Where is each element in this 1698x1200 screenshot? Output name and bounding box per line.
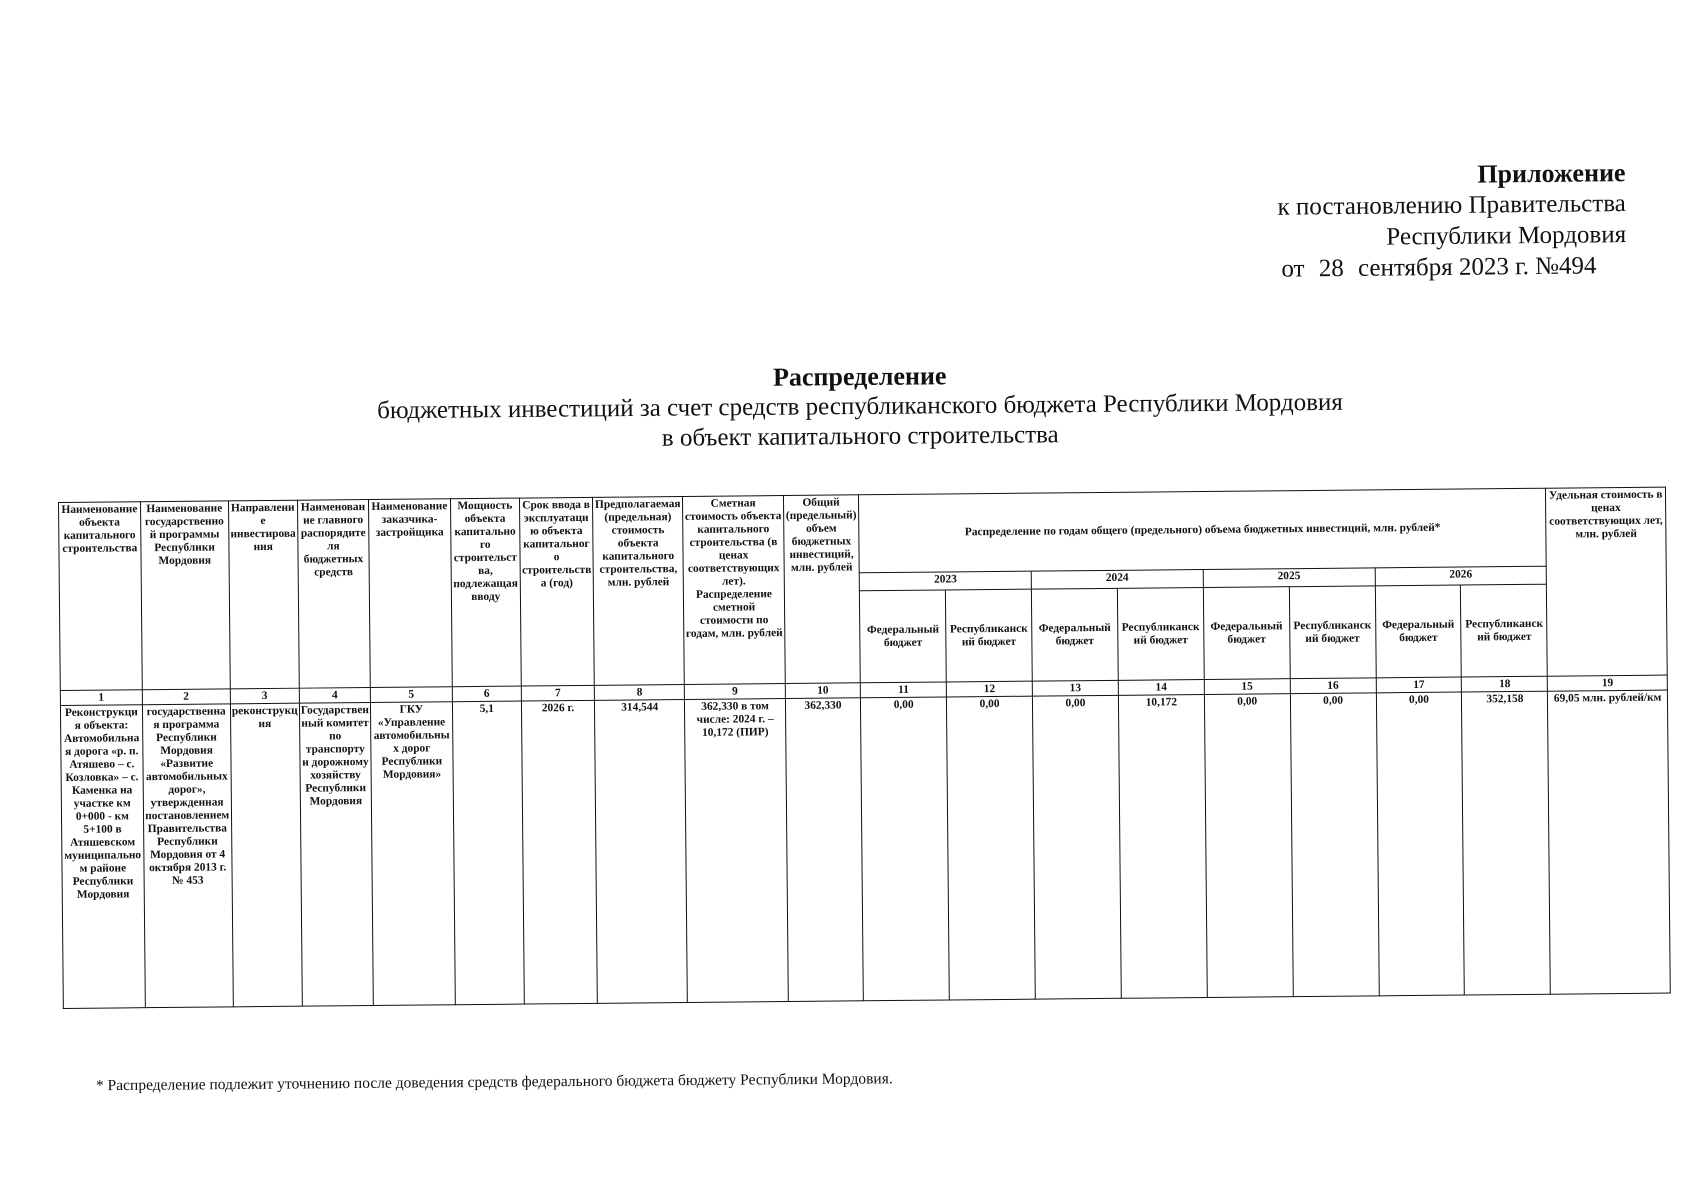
column-number: 9 <box>685 684 786 700</box>
column-number: 4 <box>299 688 370 704</box>
appendix-line-1: к постановлению Правительства <box>1277 190 1626 221</box>
appendix-line-2: Республики Мордовия <box>1386 221 1627 251</box>
column-number: 10 <box>785 683 861 699</box>
header-year-2024: 2024 <box>1031 570 1203 590</box>
column-number: 19 <box>1548 675 1668 691</box>
column-number: 17 <box>1376 677 1462 693</box>
column-number: 16 <box>1290 678 1376 694</box>
cell-object: Реконструкция объекта: Автомобильная дорога «р. п. Атяшево – с. Козловка» – с. Каменка на участке км 0+000 - км 5+100 в Атяшевском муниципальном районе Республики Мордовия <box>60 705 145 1009</box>
header-estimated-cost: Предполагаемая (предельная) стоимость объекта капитального строительства, млн. рублей <box>593 497 685 686</box>
header-republic-2025: Республиканский бюджет <box>1289 586 1376 679</box>
header-year-2023: 2023 <box>859 571 1031 591</box>
appendix-dateline <box>1066 250 1626 287</box>
cell-unit-cost: 69,05 млн. рублей/км <box>1548 690 1670 994</box>
header-distribution: Распределение по годам общего (предельного) объема бюджетных инвестиций, млн. рублей* <box>859 488 1547 573</box>
column-number: 5 <box>370 687 452 703</box>
cell-budget-cost: 362,330 в том числе: 2024 г. – 10,172 (ПИР) <box>685 699 788 1003</box>
table-row <box>60 690 1670 1008</box>
column-number: 13 <box>1032 680 1118 696</box>
column-number: 7 <box>521 685 594 701</box>
header-commissioning: Срок ввода в эксплуатацию объекта капитального строительства (год) <box>519 497 594 686</box>
date-prefix: от <box>1281 255 1305 283</box>
column-number: 18 <box>1462 676 1548 692</box>
column-number: 11 <box>861 682 947 698</box>
header-distributor: Наименование главного распорядителя бюджетных средств <box>297 500 370 689</box>
cell-customer: ГКУ «Управление автомобильных дорог Республики Мордовия» <box>370 702 455 1006</box>
cell-2023-federal: 0,00 <box>861 697 950 1001</box>
cell-program: государственная программа Республики Мордовия «Развитие автомобильных дорог», утвержденная постановлением Правительства Республики Мордовия от 4 октября 2013 г. № 453 <box>142 704 233 1008</box>
column-number: 1 <box>60 690 142 706</box>
cell-2026-republic: 352,158 <box>1462 691 1551 995</box>
investment-table <box>58 487 1671 1009</box>
header-federal-2025: Федеральный бюджет <box>1203 587 1290 680</box>
header-year-2026: 2026 <box>1375 566 1547 586</box>
cell-capacity: 5,1 <box>452 701 524 1005</box>
header-capacity: Мощность объекта капитального строительства, подлежащая вводу <box>450 498 521 687</box>
cell-2024-federal: 0,00 <box>1032 695 1121 999</box>
header-republic-2026: Республиканский бюджет <box>1461 584 1548 677</box>
header-republic-2024: Республиканский бюджет <box>1117 588 1204 681</box>
cell-estimated-cost: 314,544 <box>595 699 688 1003</box>
header-federal-2024: Федеральный бюджет <box>1031 588 1118 681</box>
column-number: 12 <box>946 681 1032 697</box>
cell-total-volume: 362,330 <box>785 698 863 1002</box>
date-rest: сентября 2023 г. №494 <box>1357 252 1597 282</box>
investment-table-wrap <box>58 487 1671 1009</box>
header-customer: Наименование заказчика-застройщика <box>369 499 453 688</box>
column-number: 14 <box>1118 680 1204 696</box>
cell-direction: реконструкция <box>230 703 302 1007</box>
cell-2025-federal: 0,00 <box>1204 694 1293 998</box>
header-object-name: Наименование объекта капитального строительства <box>59 502 143 691</box>
header-republic-2023: Республиканский бюджет <box>946 589 1033 682</box>
cell-commissioning: 2026 г. <box>521 700 597 1004</box>
cell-2025-republic: 0,00 <box>1290 693 1379 997</box>
document-heading <box>290 357 1431 457</box>
column-number: 2 <box>142 689 230 705</box>
header-total-volume: Общий (предельный) объем бюджетных инвестиций, млн. рублей <box>783 495 860 684</box>
header-direction: Направление инвестирования <box>228 500 299 689</box>
appendix-title: Приложение <box>1477 158 1626 189</box>
header-program-name: Наименование государственной программы Республики Мордовия <box>140 501 230 690</box>
cell-distributor: Государственный комитет по транспорту и дорожному хозяйству Республики Мордовия <box>299 703 373 1007</box>
header-federal-2023: Федеральный бюджет <box>860 590 947 683</box>
cell-2023-republic: 0,00 <box>947 696 1036 1000</box>
date-day: 28 <box>1318 255 1344 283</box>
footnote: * Распределение подлежит уточнению после доведения средств федерального бюджета бюджету Республики Мордовия. <box>95 1070 893 1095</box>
cell-2026-federal: 0,00 <box>1376 692 1465 996</box>
column-number: 8 <box>594 684 684 700</box>
appendix-block <box>1065 157 1626 287</box>
cell-2024-republic: 10,172 <box>1118 695 1207 999</box>
heading-subtitle-1: бюджетных инвестиций за счет средств республиканского бюджета Республики Мордовия <box>377 388 1343 425</box>
column-number: 3 <box>230 688 299 704</box>
heading-subtitle-2: в объект капитального строительства <box>661 421 1059 452</box>
column-number: 6 <box>452 686 521 702</box>
header-unit-cost: Удельная стоимость в ценах соответствующих лет, млн. рублей <box>1546 487 1667 676</box>
header-year-2025: 2025 <box>1203 568 1375 588</box>
heading-title: Распределение <box>772 361 947 392</box>
column-number: 15 <box>1204 679 1290 695</box>
header-budget-cost: Сметная стоимость объекта капитального строительства (в ценах соответствующих лет). Распределение сметной стоимости по годам, млн. рублей <box>683 496 785 685</box>
header-federal-2026: Федеральный бюджет <box>1375 585 1462 678</box>
